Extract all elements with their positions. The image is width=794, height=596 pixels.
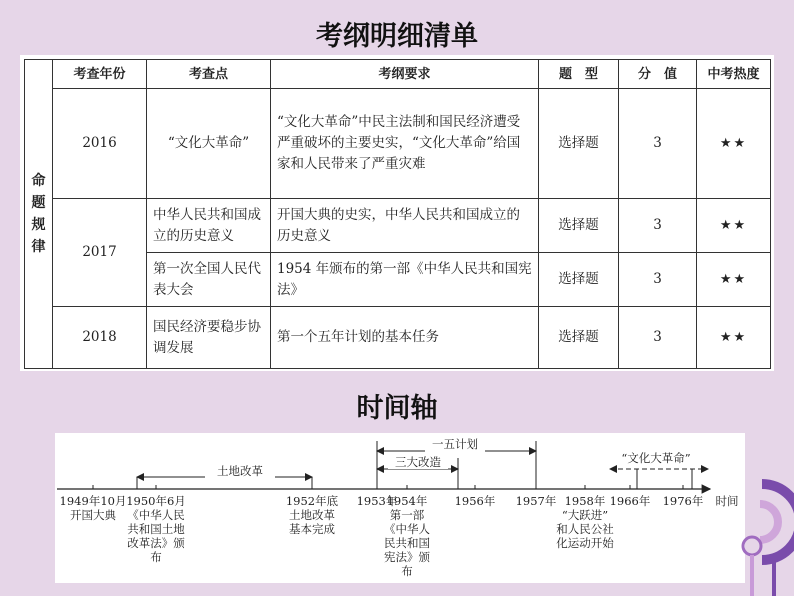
page-title: 考纲明细清单 [316, 21, 478, 52]
cell-score: 3 [619, 89, 697, 199]
timeline-event-text: 土地改革 [289, 508, 335, 522]
timeline-event-text: 基本完成 [289, 522, 335, 536]
timeline-date-label: 1954年 [386, 494, 428, 508]
timeline-event-text: 宪法》颁 [384, 550, 430, 564]
side-label-char: 命 [31, 173, 46, 189]
timeline-event-text: 第一部 [389, 508, 425, 522]
side-label-char: 规 [31, 217, 46, 233]
header-score: 分 值 [619, 60, 697, 89]
cell-year: 2016 [53, 89, 147, 199]
cell-year: 2017 [53, 199, 147, 307]
timeline-date-label: 1952年底 [285, 494, 339, 508]
timeline-date-label: 1956年 [454, 494, 496, 508]
axis-end-label: 时间 [715, 494, 739, 508]
cell-type: 选择题 [539, 307, 619, 369]
cell-score: 3 [619, 253, 697, 307]
header-heat: 中考热度 [697, 60, 771, 89]
table-row [25, 307, 771, 369]
span-three-reforms [377, 455, 458, 489]
timeline-event-text: 民共和国 [384, 536, 430, 550]
cell-point: “文化大革命” [147, 89, 271, 199]
header-point: 考查点 [147, 60, 271, 89]
cell-score: 3 [619, 307, 697, 369]
decorative-ornament [740, 470, 794, 596]
cell-point: 第一次全国人民代表大会 [147, 253, 271, 307]
timeline-event-text: 《中华人民 [127, 508, 185, 522]
side-label-char: 律 [31, 239, 46, 255]
cell-heat: ★★ [697, 307, 771, 369]
timeline-event-text: 布 [401, 564, 413, 578]
cell-requirement: 第一个五年计划的基本任务 [271, 307, 539, 369]
side-label-text [25, 170, 52, 258]
cell-point: 中华人民共和国成立的历史意义 [147, 199, 271, 253]
cell-year: 2018 [53, 307, 147, 369]
table-row [25, 199, 771, 253]
timeline-date-label: 1976年 [662, 494, 704, 508]
cell-requirement: 开国大典的史实，中华人民共和国成立的历史意义 [271, 199, 539, 253]
header-type: 题 型 [539, 60, 619, 89]
timeline-title: 时间轴 [356, 393, 438, 424]
cell-type: 选择题 [539, 199, 619, 253]
side-label [25, 60, 53, 369]
timeline-diagram [55, 433, 745, 583]
timeline-date-label: 1957年 [515, 494, 557, 508]
timeline-event-text: 《中华人 [384, 522, 430, 536]
table-row [25, 89, 771, 199]
cell-requirement: 1954 年颁布的第一部《中华人民共和国宪法》 [271, 253, 539, 307]
timeline-event-text: 和人民公社 [556, 522, 614, 536]
cell-score: 3 [619, 199, 697, 253]
timeline-event-text: 化运动开始 [556, 536, 614, 550]
timeline-date-label: 1966年 [609, 494, 651, 508]
table-header-row [25, 60, 771, 89]
span-land-reform [137, 464, 312, 489]
timeline-date-label: 1953年 [356, 494, 398, 508]
timeline-event-text: 共和国土地 [127, 522, 185, 536]
cell-heat: ★★ [697, 89, 771, 199]
timeline-event-text: 布 [150, 550, 162, 564]
syllabus-table [24, 59, 771, 369]
cell-type: 选择题 [539, 253, 619, 307]
syllabus-table-panel [20, 55, 774, 371]
span-label: 三大改造 [395, 455, 441, 469]
header-requirement: 考纲要求 [271, 60, 539, 89]
span-label: 土地改革 [217, 464, 263, 478]
side-label-char: 题 [31, 195, 46, 211]
cell-requirement: “文化大革命”中民主法制和国民经济遭受严重破坏的主要史实，“文化大革命”给国家和人民带来了严重灾难 [271, 89, 539, 199]
timeline-panel [55, 433, 745, 583]
cell-heat: ★★ [697, 253, 771, 307]
timeline-event-text: 改革法》颁 [127, 536, 185, 550]
timeline-event-text: “大跃进” [561, 508, 609, 522]
span-cultural-revolution [610, 451, 708, 489]
span-label: 一五计划 [432, 437, 478, 451]
cell-point: 国民经济要稳步协调发展 [147, 307, 271, 369]
timeline-date-label: 1950年6月 [126, 494, 186, 508]
timeline-event-text: 开国大典 [70, 508, 116, 522]
timeline-date-label: 1949年10月 [59, 494, 127, 508]
cell-heat: ★★ [697, 199, 771, 253]
header-year: 考查年份 [53, 60, 147, 89]
span-label: “文化大革命” [621, 451, 691, 465]
timeline-date-label: 1958年 [564, 494, 606, 508]
cell-type: 选择题 [539, 89, 619, 199]
